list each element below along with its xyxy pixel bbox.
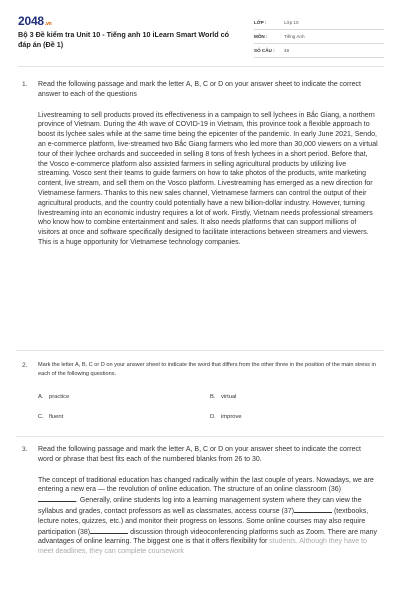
site-logo[interactable]: 2048.vn [18,14,52,28]
header-divider [18,66,384,67]
question-number: 1. [22,81,28,88]
blank-36[interactable] [38,495,76,502]
page-header [0,0,400,66]
question-2-wrap [22,361,378,420]
cloze-passage: The concept of traditional education has changed radically within the last couple of years. Nowadays, we are entering a new era — the revolution of online education. The structure of an online classroom (36). Generally, online students log into a learning management system where they can view the syllabus and grades, contact professors as well as classmates, access course (37) (textbooks, lecture notes, quizzes, etc.) and monitor their progress on lessons. Some online courses may also require participation (38) discussion through videoconferencing platforms such as Zoom. There are many advantages of online learning. The biggest one is that it offers flexibility for students. Although they have to meet deadlines, they can complete coursework [38,476,378,556]
document-title: Bộ 3 Đề kiểm tra Unit 10 - Tiếng anh 10 iLearn Smart World có đáp án (Đề 1) [18,30,230,49]
question-divider [16,350,384,351]
question-instruction: Read the following passage and mark the letter A, B, C or D on your answer sheet to indicate the correct answer to each of the questions [38,81,361,98]
meta-row-question-count: SỐ CÂU : 48 [254,44,384,58]
document-meta [254,16,384,58]
option-b[interactable]: B. virtual [210,393,237,400]
question-3-wrap [22,445,378,557]
blank-38[interactable] [90,527,128,534]
question-2 [22,361,378,420]
option-d[interactable]: D. improve [210,413,242,420]
option-a[interactable]: A. practice [38,393,70,400]
question-divider [16,436,384,437]
question-list [22,80,378,248]
question-number: 2. [22,362,28,369]
question-instruction: Mark the letter A, B, C or D on your answer sheet to indicate the word that differs from the other three in the position of the main stress in each of the following questions. [38,362,376,378]
option-c[interactable]: C. fluent [38,413,64,420]
answer-options [38,394,378,420]
question-number: 3. [22,446,28,453]
blank-37[interactable] [294,506,332,513]
question-3 [22,445,378,557]
meta-row-class: LỚP : Lớp 10 [254,16,384,30]
meta-row-subject: MÔN : Tiếng Anh [254,30,384,44]
question-instruction: Read the following passage and mark the letter A, B, C or D on your answer sheet to indicate the correct word or phrase that best fits each of the numbered blanks from 26 to 30. [38,446,361,463]
question-1 [22,80,378,248]
reading-passage: Livestreaming to sell products proved its effectiveness in a campaign to sell lychees in Bắc Giang, a northern province of Vietnam. During the 4th wave of COVID-19 in Vietnam, this province took a flexible approach to boost its lychee sales while at the same time being the epicenter of the pandemic. In early June 2021, Sendo, an e-commerce platform, live-streamed two Bắc Giang farmers who led more than 30,000 viewers on a virtual tour of their lychee orchards and succeeded in selling 8 tons of fresh lychees in a short period. Before that, the Vosco e-commerce platform also assisted farmers in selling agricultural products by utilizing live streaming. Vosco sent their teams to guide farmers on how to take photos of the products, write marketing content, live stream, and sell them on the Vosco platform. Livestreaming has emerged as a new direction for Vietnamese farmers. Thanks to this new sales channel, Vietnamese farmers can control the output of their agricultural products, and the country could potentially have a new billion-dollar industry. However, turning livestreaming into an economic industry requires a lot of work. Firstly, Vietnam needs professional streamers who know how to combine entertainment and sales. It also needs platforms that can support millions of visitors at once and software specifically designed to facilitate interactions between streamers and viewers. This is a huge opportunity for Vietnamese technology companies. [38,111,378,246]
